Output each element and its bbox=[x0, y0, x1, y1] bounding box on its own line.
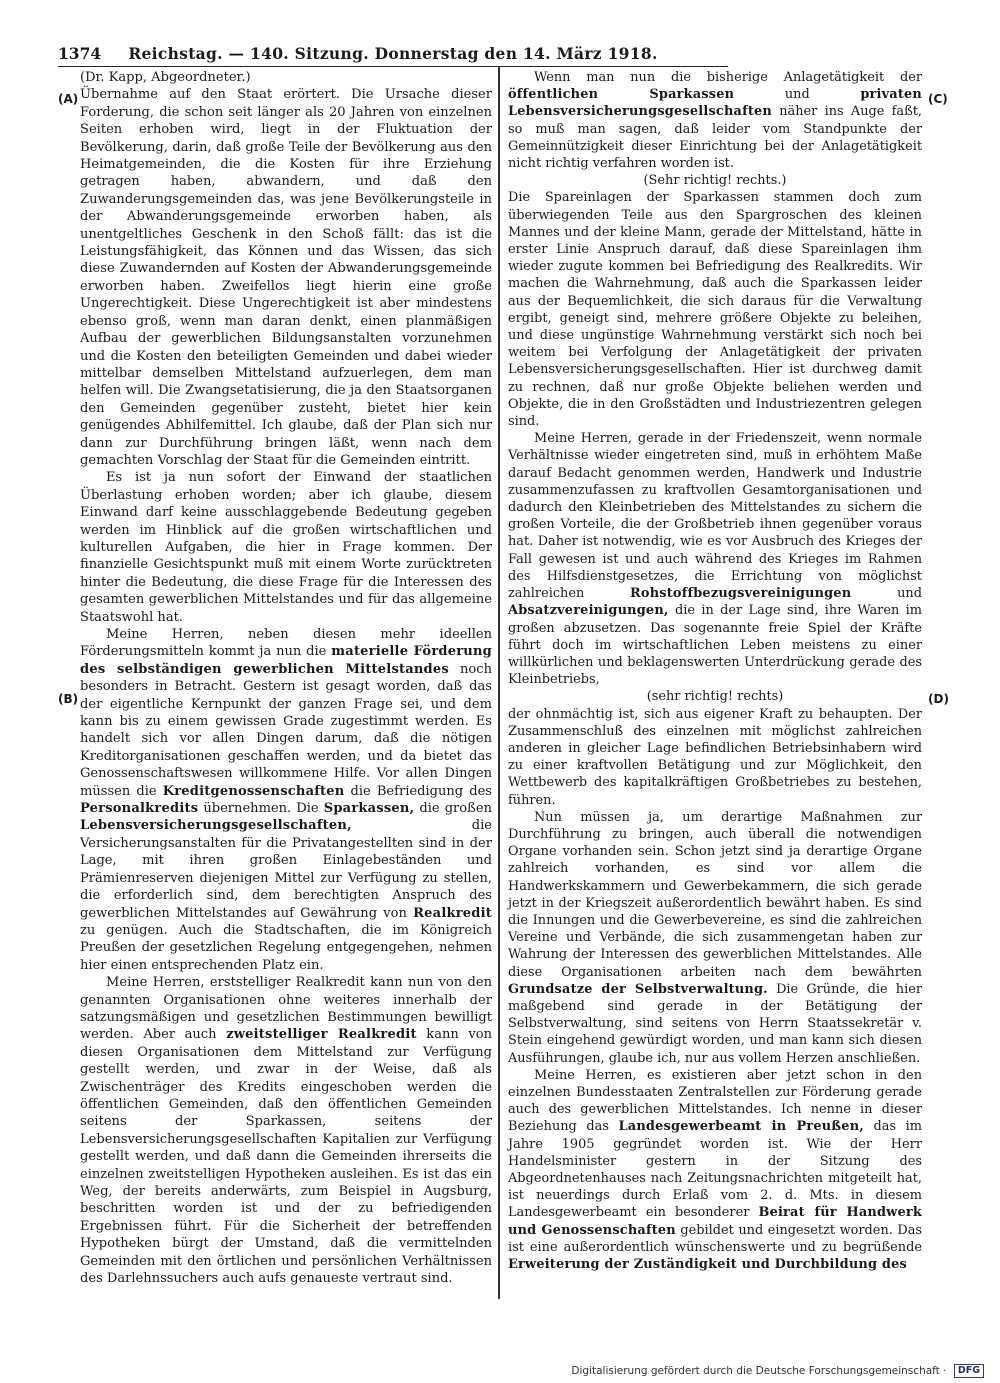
bold-term: privaten Lebensversicherungsgesellschaften bbox=[508, 87, 922, 120]
paragraph bbox=[508, 706, 922, 809]
text-run: gebildet und eingesetzt worden. Das ist eine außerordentlich wünschenswerte und zu begrüßende bbox=[508, 1222, 923, 1255]
text-run: die Versicherungsanstalten für die Privatangestellten sind in der Lage, mit ihren großen Einlagebeständen und Prämienreserven diejenigen Mittel zur Verfügung zu stellen, die erforderlich sind, dem berechtigten Anspruch des gewerblichen Mittelstandes auf Gewährung von bbox=[80, 818, 492, 921]
margin-mark-a: (A) bbox=[58, 92, 79, 106]
text-run: zu genügen. Auch die Stadtschaften, die im Königreich Preußen der gesetzlichen Regelung entgegengehen, nehmen hier einen entsprechenden Platz ein. bbox=[80, 922, 492, 973]
interjection: (sehr richtig! rechts) bbox=[646, 689, 784, 705]
text-run: das im Jahre 1905 gegründet worden ist. Wie der Herr Handelsminister gestern in der Sitzung des Abgeordnetenhauses nach Zeitungsnachrichten mitgeteilt hat, ist neuerdings durch Erlaß vom 2. d. Mts. in diesem Landesgewerbeamt ein besonderer bbox=[508, 1119, 922, 1221]
text-run: noch besonders in Betracht. Gestern ist gesagt worden, daß das der eigentliche Kernpunkt der ganzen Frage sei, und dem kann bis zu einem gewissen Grade zugestimmt werden. Es handelt sich vor allen Dingen darum, daß die nötigen Kreditorganisationen geschaffen werden, und da bietet das Genossenschaftswesen willkommene Hilfe. Vor allen Dingen müssen die bbox=[80, 661, 492, 799]
bold-term: Kreditgenossenschaften bbox=[162, 783, 345, 799]
bold-term: Sparkassen, bbox=[323, 801, 415, 817]
bold-term: Grundsatze der Selbstverwaltung. bbox=[508, 981, 768, 997]
bold-term: zweitstelliger Realkredit bbox=[226, 1027, 417, 1043]
dfg-logo: DFG bbox=[954, 1364, 984, 1378]
bold-term: öffentlichen Sparkassen bbox=[508, 87, 735, 103]
bold-term: Beirat für Handwerk und Genossenschaften bbox=[508, 1205, 922, 1238]
margin-mark-d: (D) bbox=[928, 692, 949, 706]
bold-term: Realkredit bbox=[413, 905, 492, 921]
paragraph bbox=[508, 809, 922, 1067]
paragraph bbox=[80, 86, 492, 469]
text-run: Wenn man nun die bisherige Anlagetätigkeit der bbox=[534, 70, 922, 85]
text-run: die Befriedigung des bbox=[344, 783, 492, 799]
page-title: Reichstag. — 140. Sitzung. Donnerstag den 14. März 1918. bbox=[128, 44, 658, 63]
text-run: und bbox=[734, 87, 861, 103]
paragraph bbox=[508, 430, 922, 688]
bold-term: Lebensversicherungsgesellschaften, bbox=[80, 818, 352, 834]
right-column bbox=[508, 69, 922, 1273]
text-run: die in der Lage sind, ihre Waren im großen abzusetzen. Das sogenannte freie Spiel der Kräfte führt doch im wirtschaftlichen Leben meistens zu einer willkürlichen und beklagenswerten Unterdrückung gerade des Kleinbetriebs, bbox=[508, 603, 922, 688]
bold-term: Landesgewerbeamt in Preußen, bbox=[618, 1119, 864, 1135]
page-number: 1374 bbox=[58, 44, 102, 63]
paragraph bbox=[80, 974, 492, 1287]
text-run: kann von diesen Organisationen dem Mittelstand zur Verfügung gestellt werden, und zwar in der Weise, daß als Zwischenträger des Kredits eingeschoben werden die öffentlichen Gemeinden, daß den öffentlichen Gemeinden seitens der Sparkassen, seitens der Lebensversicherungsgesellschaften Kapitalien zur Verfügung gestellt werden, und daß dann die Gemeinden ihrerseits die einzelnen zweitstelligen Hypotheken ausleihen. Es ist das ein Weg, der bereits anderwärts, zum Beispiel in Augsburg, beschritten worden ist und der zu befriedigenden Ergebnissen führt. Für die Sicherheit der betreffenden Hypotheken bürgt der Umstand, daß die vermittelnden Gemeinden mit den örtlichen und persönlichen Verhältnissen des Darlehnssuchers auch aufs genaueste vertraut sind. bbox=[80, 1027, 492, 1287]
text-run: Meine Herren, erststelliger Realkredit kann nun von den genannten Organisationen ohne weiteres innerhalb der satzungsmäßigen und gesetzlichen Bestimmungen bewilligt werden. Aber auch bbox=[80, 975, 492, 1043]
column-divider bbox=[498, 66, 500, 1299]
digitization-credit bbox=[571, 1364, 984, 1378]
text-run: Übernahme auf den Staat erörtert. Die Ursache dieser Forderung, die schon seit länger als 20 Jahren von einzelnen Seiten erhoben wird, liegt in der Fluktuation der Bevölkerung, darin, daß große Teile der Bevölkerung aus den Heimatgemeinden, die die Kosten für ihre Erziehung getragen haben, abwandern, und daß den Zuwanderungsgemeinden das, was jene Bevölkerungsteile in der Abwanderungsgemeinde erworben haben, als unentgeltliches Geschenk in den Schoß fällt: das ist die Leistungsfähigkeit, das Können und das Wissen, das sich diese Zuwandernden auf Kosten der Abwanderungsgemeinde erworben haben. Zweifellos liegt hierin eine große Ungerechtigkeit. Diese Ungerechtigkeit ist aber mindestens ebenso groß, wenn man daran denkt, einen planmäßigen Aufbau der gewerblichen Bildungsanstalten vorzunehmen und die Kosten den beteiligten Gemeinden und dabei wieder mittelbar demselben Mittelstand aufzuerlegen, dem man helfen will. Die Zwangsetatisierung, die ja den Staatsorganen den Gemeinden gegenüber zusteht, bietet hier kein genügendes Abhilfemittel. Ich glaube, daß der Plan sich nur dann zur Durchführung bringen läßt, wenn nach dem gemachten Vorschlag der Staat für die Gemeinden eintritt. bbox=[80, 87, 492, 468]
text-run: Nun müssen ja, um derartige Maßnahmen zur Durchführung zu bringen, auch überall die notwendigen Organe vorhanden sein. Schon jetzt sind ja derartige Organe zahlreich vorhanden, es sind vor allem die Handwerkskammern und Gewerbekammern, die sich gerade jetzt in der Kriegszeit außerordentlich bewährt haben. Es sind die Innungen und die Gewerbevereine, es sind die zahlreichen Vereine und Verbände, die sich zusammengetan haben zur Wahrung der Interessen des gewerblichen Mittelstandes. Alle diese Organisationen arbeiten nach dem bewährten bbox=[508, 809, 922, 980]
bold-term: Erweiterung der Zuständigkeit und Durchbildung des bbox=[508, 1257, 907, 1273]
text-run: übernehmen. Die bbox=[198, 801, 324, 817]
text-run: und bbox=[851, 586, 922, 602]
text-run: Meine Herren, gerade in der Friedenszeit, wenn normale Verhältnisse wieder eingetreten sind, muß in erhöhtem Maße darauf Bedacht genommen werden, Handwerk und Industrie zusammenzufassen zu kraftvollen Gesamtorganisationen und dadurch den Kleinbetrieben des Mittelstandes zu sichern die großen Vorteile, die der Großbetrieb ihnen gegenüber voraus hat. Daher ist notwendig, wie es vor Ausbruch des Krieges der Fall gewesen ist und auch während des Krieges im Rahmen des Hilfsdienstgesetzes, die Errichtung von möglichst zahlreichen bbox=[508, 431, 922, 602]
bold-term: Absatzvereinigungen, bbox=[508, 603, 669, 619]
paragraph bbox=[508, 69, 922, 172]
margin-mark-c: (C) bbox=[928, 92, 948, 106]
text-run: Es ist ja nun sofort der Einwand der staatlichen Überlastung erhoben worden; aber ich glaube, diesem Einwand darf keine ausschlaggebende Bedeutung gegeben werden im Hinblick auf die großen wirtschaftlichen und kulturellen Aufgaben, die hier in Frage kommen. Der finanzielle Gesichtspunkt muß mit einem Worte zurücktreten hinter die Bedeutung, die diese Frage für die Interessen des gesamten gewerblichen Mittelstandes und für das allgemeine Staatswohl hat. bbox=[80, 470, 492, 625]
paragraph bbox=[80, 626, 492, 974]
paragraph bbox=[508, 189, 922, 430]
page-header bbox=[58, 42, 728, 67]
text-run: die großen bbox=[414, 801, 492, 817]
text-run: Meine Herren, neben diesen mehr ideellen Förderungsmitteln kommt ja nun die bbox=[80, 627, 492, 660]
bold-term: materielle Förderung des selbständigen gewerblichen Mittelstandes bbox=[80, 644, 492, 677]
bold-term: Rohstoffbezugsvereinigungen bbox=[630, 586, 852, 602]
text-run: näher ins Auge faßt, so muß man sagen, daß leider vom Standpunkte der Gemeinnützigkeit dieser Einrichtung bei der Anlagetätigkeit nicht richtig verfahren worden ist. bbox=[508, 104, 922, 172]
text-run: Die Spareinlagen der Sparkassen stammen doch zum überwiegenden Teile aus den Spargroschen des kleinen Mannes und der kleine Mann, gerade der Mittelstand, hätte in erster Linie Anspruch darauf, daß diese Spareinlagen ihm wieder zugute kommen bei Befriedigung des Realkredits. Wir machen die Wahrnehmung, daß auch die Sparkassen leider aus der Bequemlichkeit, die sich daraus für die Verwaltung ergibt, geneigt sind, mehrere größere Objekte zu beleihen, und diese ungünstige Wahrnehmung verstärkt sich noch bei weitem bei Verfolgung der Anlagetätigkeit der privaten Lebensversicherungsgesellschaften. Hier ist durchweg damit zu rechnen, daß nur große Objekte beliehen werden und Objekte, die in den Großstädten und Industriezentren gelegen sind. bbox=[508, 190, 922, 430]
text-run: Meine Herren, es existieren aber jetzt schon in den einzelnen Bundesstaaten Zentralstellen zur Förderung gerade auch des gewerblichen Mittelstandes. Ich nenne in dieser Beziehung das bbox=[508, 1067, 922, 1135]
text-run: der ohnmächtig ist, sich aus eigener Kraft zu behaupten. Der Zusammenschluß des einzelnen mit möglichst zahlreichen anderen in gleicher Lage befindlichen Betriebsinhabern wird zu einer kraftvollen Betätigung und zur Möglichkeit, den Wettbewerb des kapitalkräftigen Großbetriebes zu bestehen, führen. bbox=[508, 706, 922, 808]
paragraph bbox=[508, 1067, 922, 1273]
interjection: (Sehr richtig! rechts.) bbox=[643, 173, 787, 189]
bold-term: Personalkredits bbox=[80, 801, 199, 817]
credit-text: Digitalisierung gefördert durch die Deutsche Forschungsgemeinschaft · bbox=[571, 1365, 947, 1377]
speaker-note: (Dr. Kapp, Abgeordneter.) bbox=[80, 70, 251, 85]
left-column bbox=[80, 69, 492, 1287]
margin-mark-b: (B) bbox=[58, 692, 79, 706]
text-run: Die Gründe, die hier maßgebend sind gerade in der Betätigung der Selbstverwaltung, sind seitens von Herrn Staatssekretär v. Stein eingehend gewürdigt worden, und man kann sich diesen Ausführungen, glaube ich, nur aus vollem Herzen anschließen. bbox=[508, 981, 922, 1066]
paragraph bbox=[80, 469, 492, 626]
